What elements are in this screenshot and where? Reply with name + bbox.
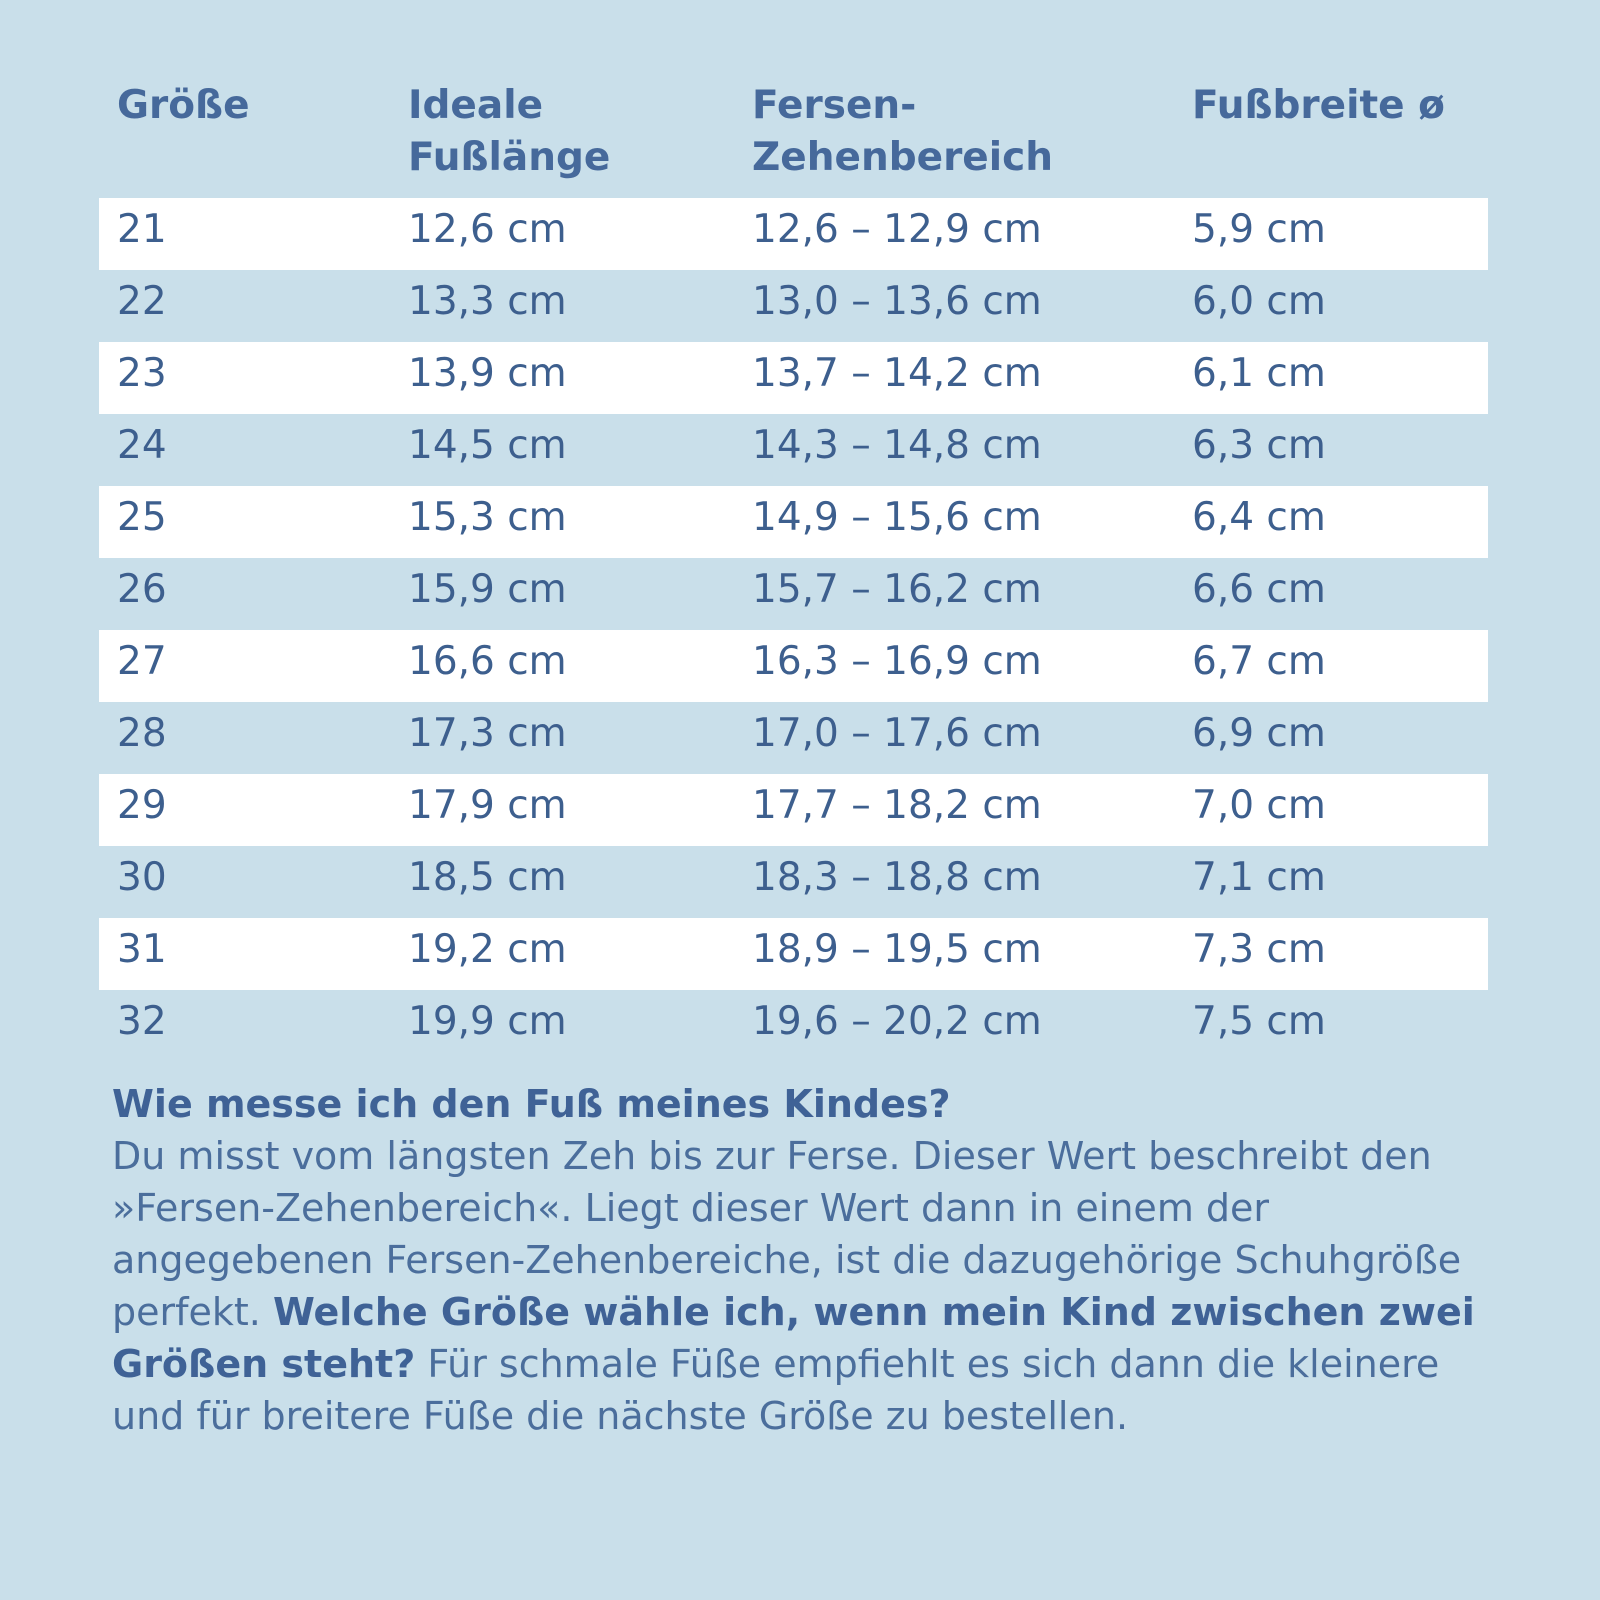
cell-groesse: 26 [117,567,167,612]
cell-groesse: 28 [117,711,167,756]
cell-fersen-zehenbereich: 13,7 – 14,2 cm [752,351,1042,396]
size-table [99,80,1488,1062]
question-heading: Wie messe ich den Fuß meines Kindes? [112,1082,951,1126]
cell-fussbreite: 7,0 cm [1192,783,1326,828]
measuring-info [112,1078,1492,1442]
cell-fusslaenge: 18,5 cm [408,855,567,900]
table-row [99,558,1488,630]
answer-text: Du misst vom längsten Zeh bis zur Ferse. Dieser Wert beschreibt den »Fersen-Zehenbereich«. Liegt dieser Wert dann in einem der angegebenen Fersen-Zehenbereiche, ist die dazugehörige Schuhgröße perfekt. [112,1134,1462,1334]
table-row [99,414,1488,486]
cell-fersen-zehenbereich: 18,9 – 19,5 cm [752,927,1042,972]
table-row [99,486,1488,558]
table-row [99,198,1488,270]
cell-fersen-zehenbereich: 19,6 – 20,2 cm [752,999,1042,1044]
cell-groesse: 23 [117,351,167,396]
cell-groesse: 22 [117,279,167,324]
cell-fussbreite: 5,9 cm [1192,207,1326,252]
cell-fersen-zehenbereich: 17,0 – 17,6 cm [752,711,1042,756]
cell-fersen-zehenbereich: 12,6 – 12,9 cm [752,207,1042,252]
cell-fussbreite: 6,3 cm [1192,423,1326,468]
header-fussbreite: Fußbreite ø [1192,83,1445,128]
header-fusslaenge: Ideale Fußlänge [408,83,611,180]
cell-fussbreite: 6,1 cm [1192,351,1326,396]
cell-groesse: 24 [117,423,167,468]
table-row [99,630,1488,702]
table-row [99,270,1488,342]
cell-fussbreite: 7,5 cm [1192,999,1326,1044]
cell-fusslaenge: 19,2 cm [408,927,567,972]
table-header [99,80,1488,198]
cell-fersen-zehenbereich: 13,0 – 13,6 cm [752,279,1042,324]
cell-fersen-zehenbereich: 14,9 – 15,6 cm [752,495,1042,540]
cell-fusslaenge: 13,3 cm [408,279,567,324]
cell-fusslaenge: 12,6 cm [408,207,567,252]
cell-fussbreite: 6,7 cm [1192,639,1326,684]
cell-fersen-zehenbereich: 15,7 – 16,2 cm [752,567,1042,612]
cell-fusslaenge: 19,9 cm [408,999,567,1044]
cell-fusslaenge: 14,5 cm [408,423,567,468]
header-fersen-zehenbereich: Fersen- Zehenbereich [752,83,1054,180]
table-row [99,846,1488,918]
cell-fusslaenge: 17,3 cm [408,711,567,756]
cell-fersen-zehenbereich: 18,3 – 18,8 cm [752,855,1042,900]
cell-fersen-zehenbereich: 17,7 – 18,2 cm [752,783,1042,828]
question-inline: Welche Größe wähle ich, wenn mein Kind zwischen zwei Größen steht? [112,1290,1475,1386]
cell-groesse: 29 [117,783,167,828]
cell-groesse: 21 [117,207,167,252]
table-row [99,918,1488,990]
answer-text: Für schmale Füße empfiehlt es sich dann die kleinere und für breitere Füße die nächste Größe zu bestellen. [112,1342,1440,1438]
cell-groesse: 31 [117,927,167,972]
cell-fussbreite: 6,9 cm [1192,711,1326,756]
cell-groesse: 27 [117,639,167,684]
measuring-paragraph [112,1130,1492,1442]
cell-groesse: 25 [117,495,167,540]
cell-fussbreite: 7,3 cm [1192,927,1326,972]
cell-fussbreite: 6,0 cm [1192,279,1326,324]
cell-fussbreite: 6,4 cm [1192,495,1326,540]
cell-groesse: 32 [117,999,167,1044]
cell-fusslaenge: 15,3 cm [408,495,567,540]
cell-fusslaenge: 15,9 cm [408,567,567,612]
cell-fussbreite: 6,6 cm [1192,567,1326,612]
cell-fersen-zehenbereich: 14,3 – 14,8 cm [752,423,1042,468]
cell-groesse: 30 [117,855,167,900]
cell-fusslaenge: 16,6 cm [408,639,567,684]
table-row [99,702,1488,774]
table-row [99,774,1488,846]
cell-fersen-zehenbereich: 16,3 – 16,9 cm [752,639,1042,684]
cell-fusslaenge: 13,9 cm [408,351,567,396]
table-row [99,342,1488,414]
cell-fusslaenge: 17,9 cm [408,783,567,828]
header-groesse: Größe [117,83,250,128]
cell-fussbreite: 7,1 cm [1192,855,1326,900]
table-row [99,990,1488,1062]
